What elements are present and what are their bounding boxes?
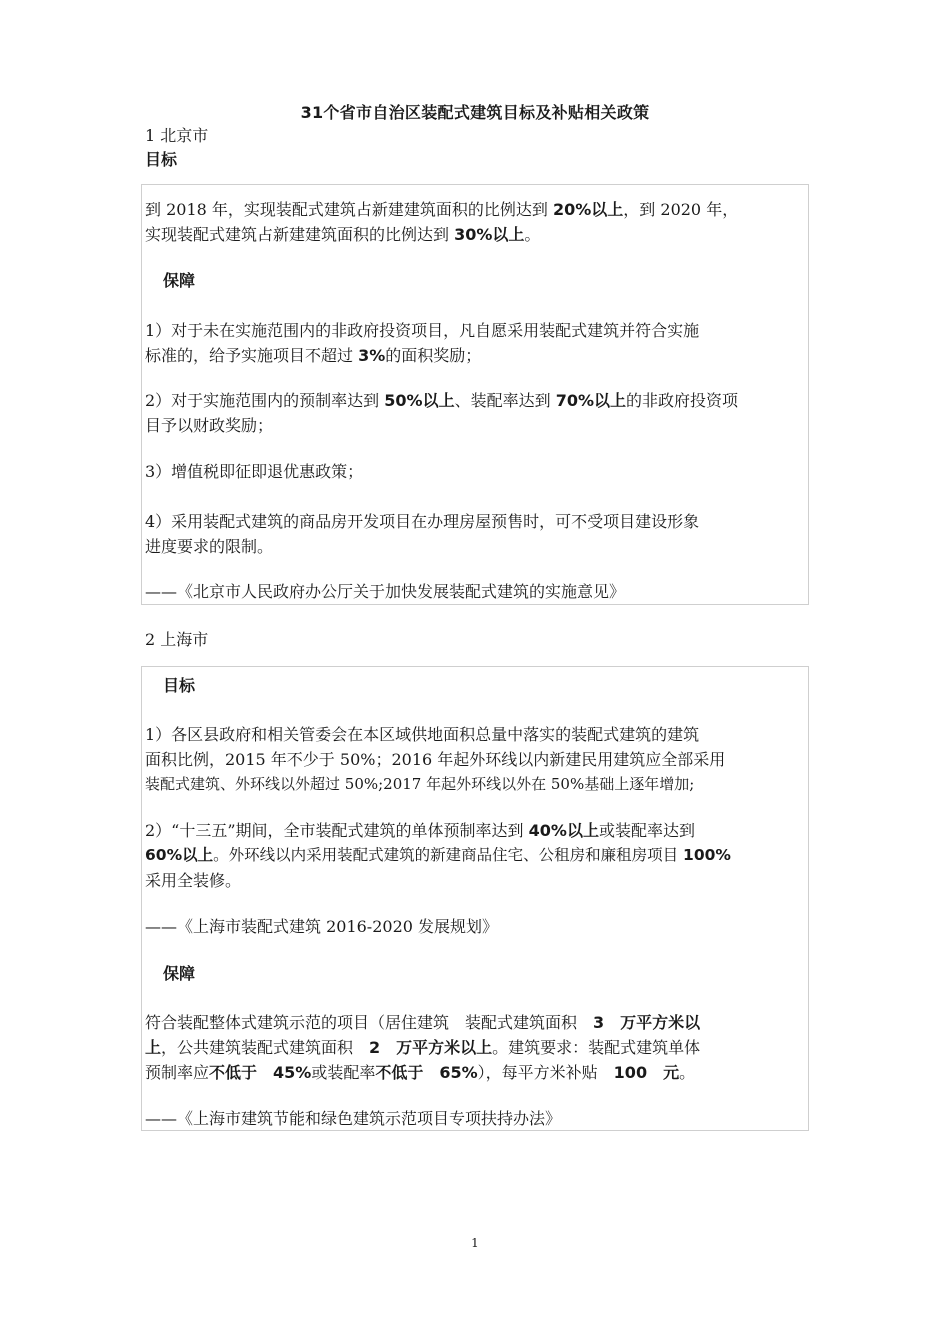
beijing-goal-label: 目标 xyxy=(145,150,178,169)
shanghai-goal-2: 2）“十三五”期间，全市装配式建筑的单体预制率达到 40%以上或装配率达到 60%以上。外环线以内采用装配式建筑的新建商品住宅、公租房和廉租房项目 100% 采用全装修。 xyxy=(145,821,731,890)
section-heading-beijing: 1 北京市 xyxy=(145,126,209,145)
page-number: 1 xyxy=(471,1236,479,1250)
beijing-item-4: 4）采用装配式建筑的商品房开发项目在办理房屋预售时，可不受项目建设形象 进度要求的限制。 xyxy=(145,512,700,556)
beijing-goal-text: 到 2018 年，实现装配式建筑占新建建筑面积的比例达到 20%以上，到 2020 年， 实现装配式建筑占新建建筑面积的比例达到 30%以上。 xyxy=(145,200,739,244)
shanghai-goal-1: 1）各区县政府和相关管委会在本区域供地面积总量中落实的装配式建筑的建筑 面积比例，2015 年不少于 50%；2016 年起外环线以内新建民用建筑应全部采用 装配式建筑、外环线以外超过 50%;2017 年起外环线以外在 50%基础上逐年增加; xyxy=(145,725,726,793)
shanghai-goal-label: 目标 xyxy=(163,676,196,695)
shanghai-guarantee-label: 保障 xyxy=(163,964,196,983)
document-title: 31个省市自治区装配式建筑目标及补贴相关政策 xyxy=(300,103,650,122)
beijing-item-2: 2）对于实施范围内的预制率达到 50%以上、装配率达到 70%以上的非政府投资项 目予以财政奖励； xyxy=(145,391,739,435)
shanghai-source-1: ——《上海市装配式建筑 2016-2020 发展规划》 xyxy=(145,917,499,936)
beijing-source: ——《北京市人民政府办公厅关于加快发展装配式建筑的实施意见》 xyxy=(145,582,626,601)
section-heading-shanghai: 2 上海市 xyxy=(145,630,209,649)
beijing-guarantee-label: 保障 xyxy=(163,271,196,290)
beijing-item-1: 1）对于未在实施范围内的非政府投资项目，凡自愿采用装配式建筑并符合实施 标准的，给予实施项目不超过 3%的面积奖励； xyxy=(145,321,700,365)
beijing-item-3: 3）增值税即征即退优惠政策； xyxy=(145,462,364,481)
divider xyxy=(141,604,809,605)
shanghai-guarantee-text: 符合装配整体式建筑示范的项目（居住建筑 装配式建筑面积 3 万平方米以 上，公共建筑装配式建筑面积 2 万平方米以上。建筑要求：装配式建筑单体 预制率应不低于 45%或装配率不低于 65%），每平方米补贴 100 元。 xyxy=(145,1013,701,1082)
shanghai-source-2: ——《上海市建筑节能和绿色建筑示范项目专项扶持办法》 xyxy=(145,1109,562,1128)
